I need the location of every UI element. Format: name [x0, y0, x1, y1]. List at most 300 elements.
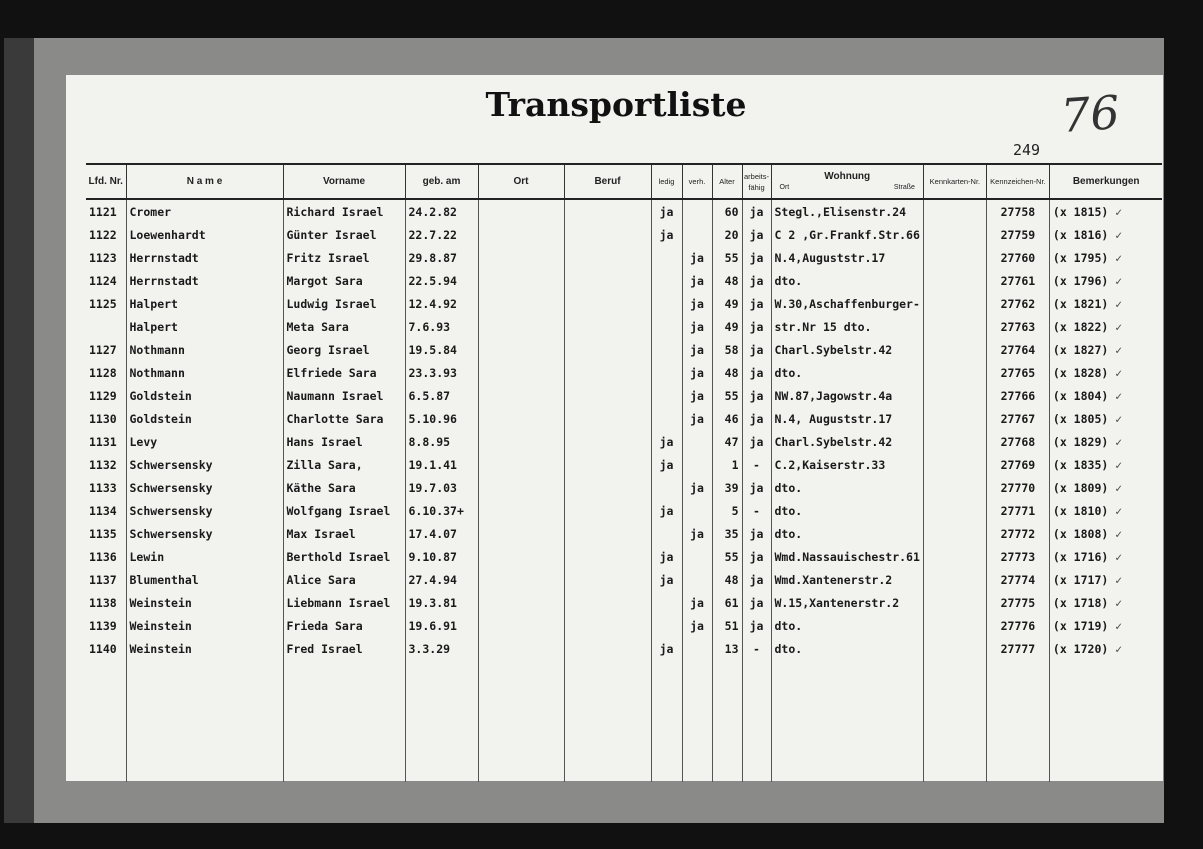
cell-alter-text: 55	[724, 549, 739, 564]
cell-alter-text: 51	[724, 618, 739, 633]
cell-lfd-nr	[86, 338, 126, 361]
cell-geb-am	[405, 361, 478, 384]
cell-arbeitsfaehig	[742, 223, 771, 246]
cell-verh	[682, 453, 712, 476]
cell-lfd-nr-text: 1127	[89, 342, 117, 357]
cell-bemerkungen-text: (x 1808)	[1052, 526, 1109, 541]
cell-name	[126, 384, 283, 407]
cell-name-text: Schwersensky	[129, 503, 213, 518]
cell-lfd-nr	[86, 591, 126, 614]
cell-vorname-text: Günter Israel	[286, 227, 377, 242]
cell-kennkarten	[923, 568, 986, 591]
cell-bemerkungen-text: (x 1827)	[1052, 342, 1109, 357]
cell-bemerkungen	[1049, 430, 1162, 453]
empty-cell	[682, 660, 712, 782]
checkmark-icon: ✓	[1115, 549, 1123, 564]
cell-ort	[478, 292, 564, 315]
cell-beruf	[564, 614, 651, 637]
cell-ledig	[651, 384, 682, 407]
cell-bemerkungen-text: (x 1816)	[1052, 227, 1109, 242]
cell-vorname	[283, 315, 405, 338]
header-ledig: ledig	[651, 164, 682, 199]
cell-kennzeichen	[986, 522, 1049, 545]
cell-ledig-text: ja	[659, 457, 674, 472]
cell-wohnung-text: dto.	[774, 273, 803, 288]
cell-name	[126, 430, 283, 453]
cell-beruf	[564, 315, 651, 338]
cell-ort	[478, 637, 564, 660]
cell-verh	[682, 499, 712, 522]
cell-kennzeichen	[986, 499, 1049, 522]
cell-kennkarten	[923, 361, 986, 384]
cell-kennzeichen	[986, 430, 1049, 453]
cell-kennzeichen	[986, 361, 1049, 384]
header-wohnung-strasse: Straße	[893, 183, 915, 191]
cell-lfd-nr-text: 1134	[89, 503, 117, 518]
cell-geb-am	[405, 384, 478, 407]
cell-ledig-text: ja	[659, 227, 674, 242]
cell-ledig-text: ja	[659, 549, 674, 564]
table-row	[86, 338, 1162, 361]
cell-alter	[712, 384, 742, 407]
cell-kennzeichen-text: 27764	[1000, 342, 1036, 357]
cell-alter	[712, 591, 742, 614]
cell-geb-am	[405, 269, 478, 292]
cell-beruf	[564, 407, 651, 430]
cell-vorname-text: Richard Israel	[286, 204, 384, 219]
cell-lfd-nr	[86, 453, 126, 476]
cell-ort	[478, 384, 564, 407]
cell-vorname	[283, 223, 405, 246]
cell-wohnung	[771, 522, 923, 545]
cell-wohnung	[771, 292, 923, 315]
cell-vorname	[283, 568, 405, 591]
cell-wohnung-text: Charl.Sybelstr.42	[774, 434, 893, 449]
cell-geb-am-text: 9.10.87	[408, 549, 457, 564]
table-row	[86, 591, 1162, 614]
cell-verh	[682, 522, 712, 545]
cell-verh	[682, 384, 712, 407]
cell-kennzeichen-text: 27771	[1000, 503, 1036, 518]
cell-arbeitsfaehig	[742, 384, 771, 407]
cell-kennkarten	[923, 407, 986, 430]
cell-ort	[478, 223, 564, 246]
empty-cell	[564, 660, 651, 782]
cell-vorname-text: Alice Sara	[286, 572, 356, 587]
cell-wohnung	[771, 614, 923, 637]
cell-kennzeichen	[986, 614, 1049, 637]
cell-alter	[712, 637, 742, 660]
cell-alter-text: 35	[724, 526, 739, 541]
cell-arbeitsfaehig	[742, 269, 771, 292]
cell-geb-am-text: 22.5.94	[408, 273, 457, 288]
cell-arbeitsfaehig	[742, 545, 771, 568]
cell-wohnung-text: dto.	[774, 480, 803, 495]
cell-arbeitsfaehig-text: ja	[749, 342, 764, 357]
cell-vorname-text: Margot Sara	[286, 273, 363, 288]
checkmark-icon: ✓	[1115, 411, 1123, 426]
cell-lfd-nr-text: 1136	[89, 549, 117, 564]
cell-vorname	[283, 199, 405, 223]
cell-alter-text: 48	[724, 365, 739, 380]
cell-kennkarten	[923, 384, 986, 407]
cell-geb-am	[405, 637, 478, 660]
cell-wohnung	[771, 591, 923, 614]
cell-kennkarten	[923, 637, 986, 660]
cell-wohnung-text: Charl.Sybelstr.42	[774, 342, 893, 357]
empty-cell	[405, 660, 478, 782]
table-row	[86, 199, 1162, 223]
checkmark-icon: ✓	[1115, 641, 1123, 656]
cell-lfd-nr-text: 1125	[89, 296, 117, 311]
cell-arbeitsfaehig	[742, 407, 771, 430]
cell-alter	[712, 246, 742, 269]
cell-bemerkungen	[1049, 223, 1162, 246]
cell-name-text: Lewin	[129, 549, 165, 564]
cell-lfd-nr-text: 1135	[89, 526, 117, 541]
table-row	[86, 407, 1162, 430]
cell-kennzeichen-text: 27766	[1000, 388, 1036, 403]
cell-bemerkungen-text: (x 1815)	[1052, 204, 1109, 219]
handwritten-number: 76	[1059, 85, 1122, 143]
cell-verh	[682, 614, 712, 637]
cell-vorname	[283, 430, 405, 453]
cell-arbeitsfaehig	[742, 199, 771, 223]
cell-geb-am	[405, 315, 478, 338]
paper-sheet	[66, 75, 1163, 781]
cell-geb-am-text: 12.4.92	[408, 296, 457, 311]
cell-bemerkungen	[1049, 199, 1162, 223]
cell-bemerkungen-text: (x 1804)	[1052, 388, 1109, 403]
cell-arbeitsfaehig	[742, 499, 771, 522]
document-title: Transportliste	[485, 85, 747, 124]
header-alter: Alter	[712, 164, 742, 199]
cell-alter-text: 49	[724, 296, 739, 311]
cell-kennzeichen-text: 27761	[1000, 273, 1036, 288]
cell-kennkarten	[923, 315, 986, 338]
checkmark-icon: ✓	[1115, 273, 1123, 288]
cell-verh	[682, 223, 712, 246]
cell-geb-am-text: 6.5.87	[408, 388, 451, 403]
cell-name-text: Levy	[129, 434, 158, 449]
cell-vorname	[283, 361, 405, 384]
cell-alter	[712, 430, 742, 453]
cell-kennzeichen-text: 27765	[1000, 365, 1036, 380]
cell-arbeitsfaehig	[742, 591, 771, 614]
cell-alter	[712, 614, 742, 637]
cell-alter	[712, 568, 742, 591]
cell-verh	[682, 591, 712, 614]
cell-ledig	[651, 453, 682, 476]
cell-vorname	[283, 407, 405, 430]
cell-ort	[478, 199, 564, 223]
checkmark-icon: ✓	[1115, 503, 1123, 518]
table-row	[86, 315, 1162, 338]
cell-name	[126, 614, 283, 637]
cell-name-text: Weinstein	[129, 618, 192, 633]
cell-lfd-nr	[86, 476, 126, 499]
cell-name	[126, 453, 283, 476]
cell-arbeitsfaehig-text: ja	[749, 273, 764, 288]
cell-bemerkungen	[1049, 637, 1162, 660]
cell-name-text: Schwersensky	[129, 526, 213, 541]
cell-beruf	[564, 361, 651, 384]
cell-geb-am	[405, 199, 478, 223]
cell-name-text: Goldstein	[129, 388, 192, 403]
cell-bemerkungen	[1049, 292, 1162, 315]
cell-lfd-nr	[86, 430, 126, 453]
cell-name	[126, 223, 283, 246]
cell-arbeitsfaehig-text: -	[753, 457, 760, 472]
cell-bemerkungen	[1049, 384, 1162, 407]
cell-kennzeichen-text: 27777	[1000, 641, 1036, 656]
cell-wohnung-text: dto.	[774, 618, 803, 633]
cell-ort	[478, 361, 564, 384]
cell-vorname	[283, 637, 405, 660]
cell-alter	[712, 292, 742, 315]
cell-lfd-nr-text: 1130	[89, 411, 117, 426]
cell-alter	[712, 361, 742, 384]
cell-kennzeichen	[986, 269, 1049, 292]
cell-lfd-nr	[86, 499, 126, 522]
cell-alter	[712, 223, 742, 246]
cell-alter	[712, 545, 742, 568]
cell-wohnung-text: W.15,Xantenerstr.2	[774, 595, 900, 610]
cell-lfd-nr	[86, 637, 126, 660]
cell-wohnung-text: NW.87,Jagowstr.4a	[774, 388, 893, 403]
cell-beruf	[564, 568, 651, 591]
table-row	[86, 246, 1162, 269]
cell-wohnung	[771, 568, 923, 591]
cell-wohnung	[771, 453, 923, 476]
cell-wohnung-text: str.Nr 15 dto.	[774, 319, 872, 334]
cell-geb-am	[405, 338, 478, 361]
cell-name	[126, 315, 283, 338]
cell-kennzeichen	[986, 545, 1049, 568]
empty-cell	[923, 660, 986, 782]
cell-arbeitsfaehig	[742, 614, 771, 637]
cell-beruf	[564, 223, 651, 246]
header-kennzeichen: Kennzeichen-Nr.	[986, 164, 1049, 199]
cell-ledig	[651, 338, 682, 361]
transport-table	[86, 163, 1162, 782]
cell-beruf	[564, 269, 651, 292]
cell-alter-text: 13	[724, 641, 739, 656]
cell-ort	[478, 407, 564, 430]
cell-name	[126, 269, 283, 292]
cell-kennkarten	[923, 430, 986, 453]
empty-cell	[712, 660, 742, 782]
cell-bemerkungen	[1049, 499, 1162, 522]
cell-name	[126, 591, 283, 614]
cell-kennzeichen	[986, 453, 1049, 476]
checkmark-icon: ✓	[1115, 572, 1123, 587]
cell-vorname-text: Liebmann Israel	[286, 595, 391, 610]
cell-ort	[478, 315, 564, 338]
cell-verh-text: ja	[690, 388, 704, 403]
cell-ort	[478, 522, 564, 545]
page-number: 249	[1013, 141, 1041, 159]
cell-name	[126, 476, 283, 499]
cell-name	[126, 637, 283, 660]
cell-wohnung-text: dto.	[774, 503, 803, 518]
cell-bemerkungen	[1049, 614, 1162, 637]
cell-bemerkungen	[1049, 476, 1162, 499]
cell-name-text: Nothmann	[129, 365, 185, 380]
cell-ledig	[651, 199, 682, 223]
cell-wohnung-text: dto.	[774, 526, 803, 541]
cell-verh-text: ja	[690, 618, 704, 633]
cell-lfd-nr-text: 1138	[89, 595, 117, 610]
cell-alter-text: 48	[724, 273, 739, 288]
cell-bemerkungen-text: (x 1716)	[1052, 549, 1109, 564]
cell-vorname	[283, 545, 405, 568]
cell-verh-text: ja	[690, 480, 704, 495]
cell-arbeitsfaehig-text: ja	[749, 618, 764, 633]
checkmark-icon: ✓	[1115, 526, 1123, 541]
cell-bemerkungen-text: (x 1821)	[1052, 296, 1109, 311]
cell-kennzeichen	[986, 199, 1049, 223]
cell-lfd-nr-text: 1132	[89, 457, 117, 472]
cell-wohnung-text: Wmd.Xantenerstr.2	[774, 572, 893, 587]
cell-alter-text: 60	[724, 204, 739, 219]
cell-kennzeichen-text: 27768	[1000, 434, 1036, 449]
cell-kennzeichen	[986, 407, 1049, 430]
cell-arbeitsfaehig-text: ja	[749, 526, 764, 541]
table-row	[86, 545, 1162, 568]
checkmark-icon: ✓	[1115, 434, 1123, 449]
cell-lfd-nr-text: 1137	[89, 572, 117, 587]
cell-bemerkungen	[1049, 361, 1162, 384]
cell-ledig	[651, 522, 682, 545]
cell-geb-am	[405, 545, 478, 568]
cell-arbeitsfaehig-text: ja	[749, 250, 764, 265]
cell-verh	[682, 545, 712, 568]
empty-cell	[986, 660, 1049, 782]
cell-geb-am	[405, 522, 478, 545]
cell-geb-am-text: 22.7.22	[408, 227, 457, 242]
cell-alter-text: 47	[724, 434, 739, 449]
cell-beruf	[564, 292, 651, 315]
cell-lfd-nr	[86, 246, 126, 269]
empty-cell	[86, 660, 126, 782]
cell-vorname-text: Naumann Israel	[286, 388, 384, 403]
cell-wohnung	[771, 384, 923, 407]
cell-verh-text: ja	[690, 526, 704, 541]
cell-bemerkungen	[1049, 315, 1162, 338]
cell-name	[126, 545, 283, 568]
cell-ledig	[651, 223, 682, 246]
cell-kennzeichen	[986, 476, 1049, 499]
cell-geb-am-text: 29.8.87	[408, 250, 457, 265]
cell-wohnung-text: W.30,Aschaffenburger-	[774, 296, 920, 311]
cell-kennkarten	[923, 269, 986, 292]
cell-ort	[478, 499, 564, 522]
cell-geb-am-text: 3.3.29	[408, 641, 451, 656]
cell-name-text: Schwersensky	[129, 480, 213, 495]
cell-kennzeichen-text: 27762	[1000, 296, 1036, 311]
cell-vorname-text: Ludwig Israel	[286, 296, 377, 311]
empty-cell	[283, 660, 405, 782]
cell-lfd-nr-text: 1123	[89, 250, 117, 265]
header-wohnung-ort: Ort	[779, 183, 790, 191]
header-wohnung-label: Wohnung	[824, 170, 871, 182]
cell-kennzeichen-text: 27767	[1000, 411, 1036, 426]
cell-kennkarten	[923, 292, 986, 315]
cell-kennzeichen-text: 27773	[1000, 549, 1036, 564]
cell-name	[126, 361, 283, 384]
cell-kennkarten	[923, 246, 986, 269]
cell-bemerkungen-text: (x 1717)	[1052, 572, 1109, 587]
cell-arbeitsfaehig-text: ja	[749, 204, 764, 219]
cell-lfd-nr-text: 1129	[89, 388, 117, 403]
cell-name	[126, 499, 283, 522]
cell-arbeitsfaehig	[742, 453, 771, 476]
checkmark-icon: ✓	[1115, 204, 1123, 219]
cell-lfd-nr	[86, 292, 126, 315]
cell-kennkarten	[923, 591, 986, 614]
cell-geb-am	[405, 292, 478, 315]
cell-alter-text: 1	[731, 457, 739, 472]
table-row	[86, 568, 1162, 591]
cell-ledig	[651, 407, 682, 430]
cell-wohnung	[771, 361, 923, 384]
cell-ort	[478, 545, 564, 568]
cell-geb-am	[405, 430, 478, 453]
cell-ledig	[651, 499, 682, 522]
cell-wohnung	[771, 476, 923, 499]
cell-bemerkungen	[1049, 522, 1162, 545]
cell-ledig	[651, 315, 682, 338]
cell-name-text: Herrnstadt	[129, 273, 199, 288]
cell-arbeitsfaehig-text: ja	[749, 227, 764, 242]
cell-geb-am	[405, 407, 478, 430]
cell-alter-text: 58	[724, 342, 739, 357]
cell-geb-am-text: 7.6.93	[408, 319, 451, 334]
cell-ledig-text: ja	[659, 434, 674, 449]
cell-wohnung	[771, 315, 923, 338]
checkmark-icon: ✓	[1115, 342, 1123, 357]
cell-arbeitsfaehig-text: -	[753, 503, 760, 518]
cell-alter-text: 48	[724, 572, 739, 587]
cell-ort	[478, 568, 564, 591]
cell-geb-am	[405, 476, 478, 499]
cell-wohnung	[771, 269, 923, 292]
cell-bemerkungen	[1049, 407, 1162, 430]
cell-ort	[478, 614, 564, 637]
cell-beruf	[564, 545, 651, 568]
cell-kennkarten	[923, 545, 986, 568]
cell-arbeitsfaehig	[742, 361, 771, 384]
cell-wohnung	[771, 199, 923, 223]
cell-arbeitsfaehig	[742, 522, 771, 545]
cell-verh-text: ja	[690, 273, 704, 288]
cell-geb-am-text: 5.10.96	[408, 411, 457, 426]
header-ort: Ort	[478, 164, 564, 199]
cell-verh	[682, 269, 712, 292]
cell-name-text: Loewenhardt	[129, 227, 206, 242]
cell-lfd-nr	[86, 315, 126, 338]
cell-verh-text: ja	[690, 319, 704, 334]
cell-lfd-nr	[86, 568, 126, 591]
table-row	[86, 614, 1162, 637]
cell-geb-am-text: 24.2.82	[408, 204, 457, 219]
cell-wohnung-text: Stegl.,Elisenstr.24	[774, 204, 907, 219]
cell-lfd-nr	[86, 614, 126, 637]
header-beruf: Beruf	[564, 164, 651, 199]
empty-cell	[651, 660, 682, 782]
cell-verh-text: ja	[690, 595, 704, 610]
